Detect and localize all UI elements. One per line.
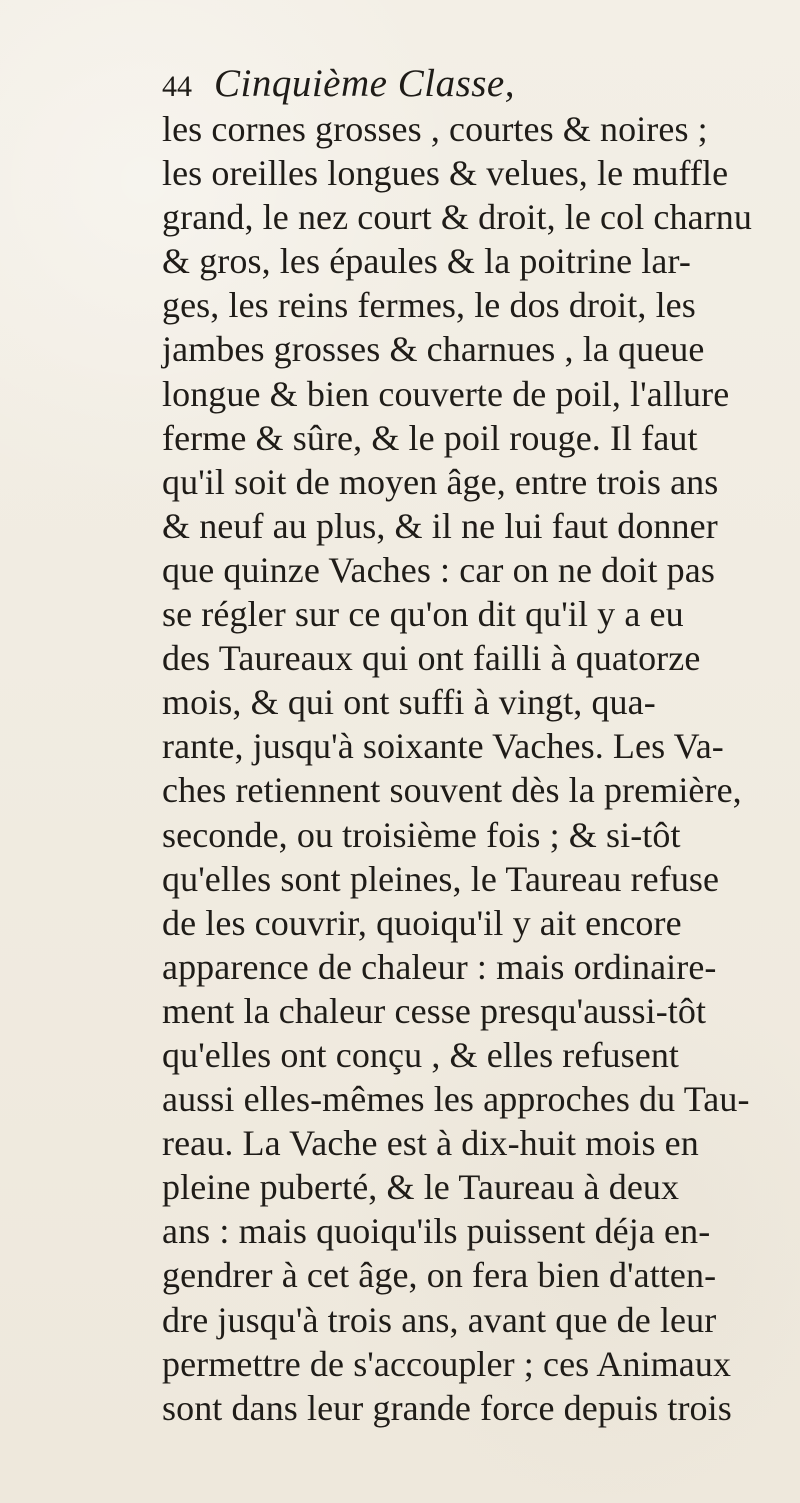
page-header <box>162 64 800 110</box>
text-line: pleine puberté, & le Taureau à deux <box>162 1167 680 1208</box>
text-line: mois, & qui ont suffi à vingt, qua- <box>162 682 656 723</box>
text-line: que quinze Vaches : car on ne doit pas <box>162 549 715 590</box>
text-line: apparence de chaleur : mais ordinaire- <box>162 946 717 987</box>
text-line: de les couvrir, quoiqu'il y ait encore <box>162 902 682 943</box>
text-line: sont dans leur grande force depuis trois <box>162 1387 732 1428</box>
text-line: seconde, ou troisième fois ; & si-tôt <box>162 814 681 855</box>
text-line: qu'elles ont conçu , & elles refusent <box>162 1034 680 1075</box>
text-line: grand, le nez court & droit, le col charnu <box>162 197 752 238</box>
text-line: ment la chaleur cesse presqu'aussi-tôt <box>162 990 707 1031</box>
text-line: reau. La Vache est à dix-huit mois en <box>162 1123 699 1164</box>
text-line: ferme & sûre, & le poil rouge. Il faut <box>162 417 698 458</box>
text-line: qu'elles sont pleines, le Taureau refuse <box>162 858 720 899</box>
page-number: 44 <box>162 70 192 103</box>
text-line: longue & bien couverte de poil, l'allure <box>162 373 730 414</box>
text-line: gendrer à cet âge, on fera bien d'atten- <box>162 1255 717 1296</box>
text-line: qu'il soit de moyen âge, entre trois ans <box>162 461 719 502</box>
text-line: & gros, les épaules & la poitrine lar- <box>162 241 691 282</box>
running-head: Cinquième Classe, <box>214 62 515 105</box>
body-text <box>162 107 797 1430</box>
text-line: rante, jusqu'à soixante Vaches. Les Va- <box>162 726 724 767</box>
text-line: les oreilles longues & velues, le muffle <box>162 153 729 194</box>
text-line: ges, les reins fermes, le dos droit, les <box>162 285 696 326</box>
text-line: ches retiennent souvent dès la première, <box>162 770 742 811</box>
text-line: jambes grosses & charnues , la queue <box>162 329 705 370</box>
text-line: permettre de s'accoupler ; ces Animaux <box>162 1343 732 1384</box>
text-line: les cornes grosses , courtes & noires ; <box>162 109 708 149</box>
text-line: se régler sur ce qu'on dit qu'il y a eu <box>162 594 684 635</box>
text-line: & neuf au plus, & il ne lui faut donner <box>162 505 718 546</box>
text-line: dre jusqu'à trois ans, avant que de leur <box>162 1299 717 1340</box>
text-line: des Taureaux qui ont failli à quatorze <box>162 638 701 679</box>
text-line: aussi elles-mêmes les approches du Tau- <box>162 1079 750 1120</box>
text-line: ans : mais quoiqu'ils puissent déja en- <box>162 1211 711 1252</box>
